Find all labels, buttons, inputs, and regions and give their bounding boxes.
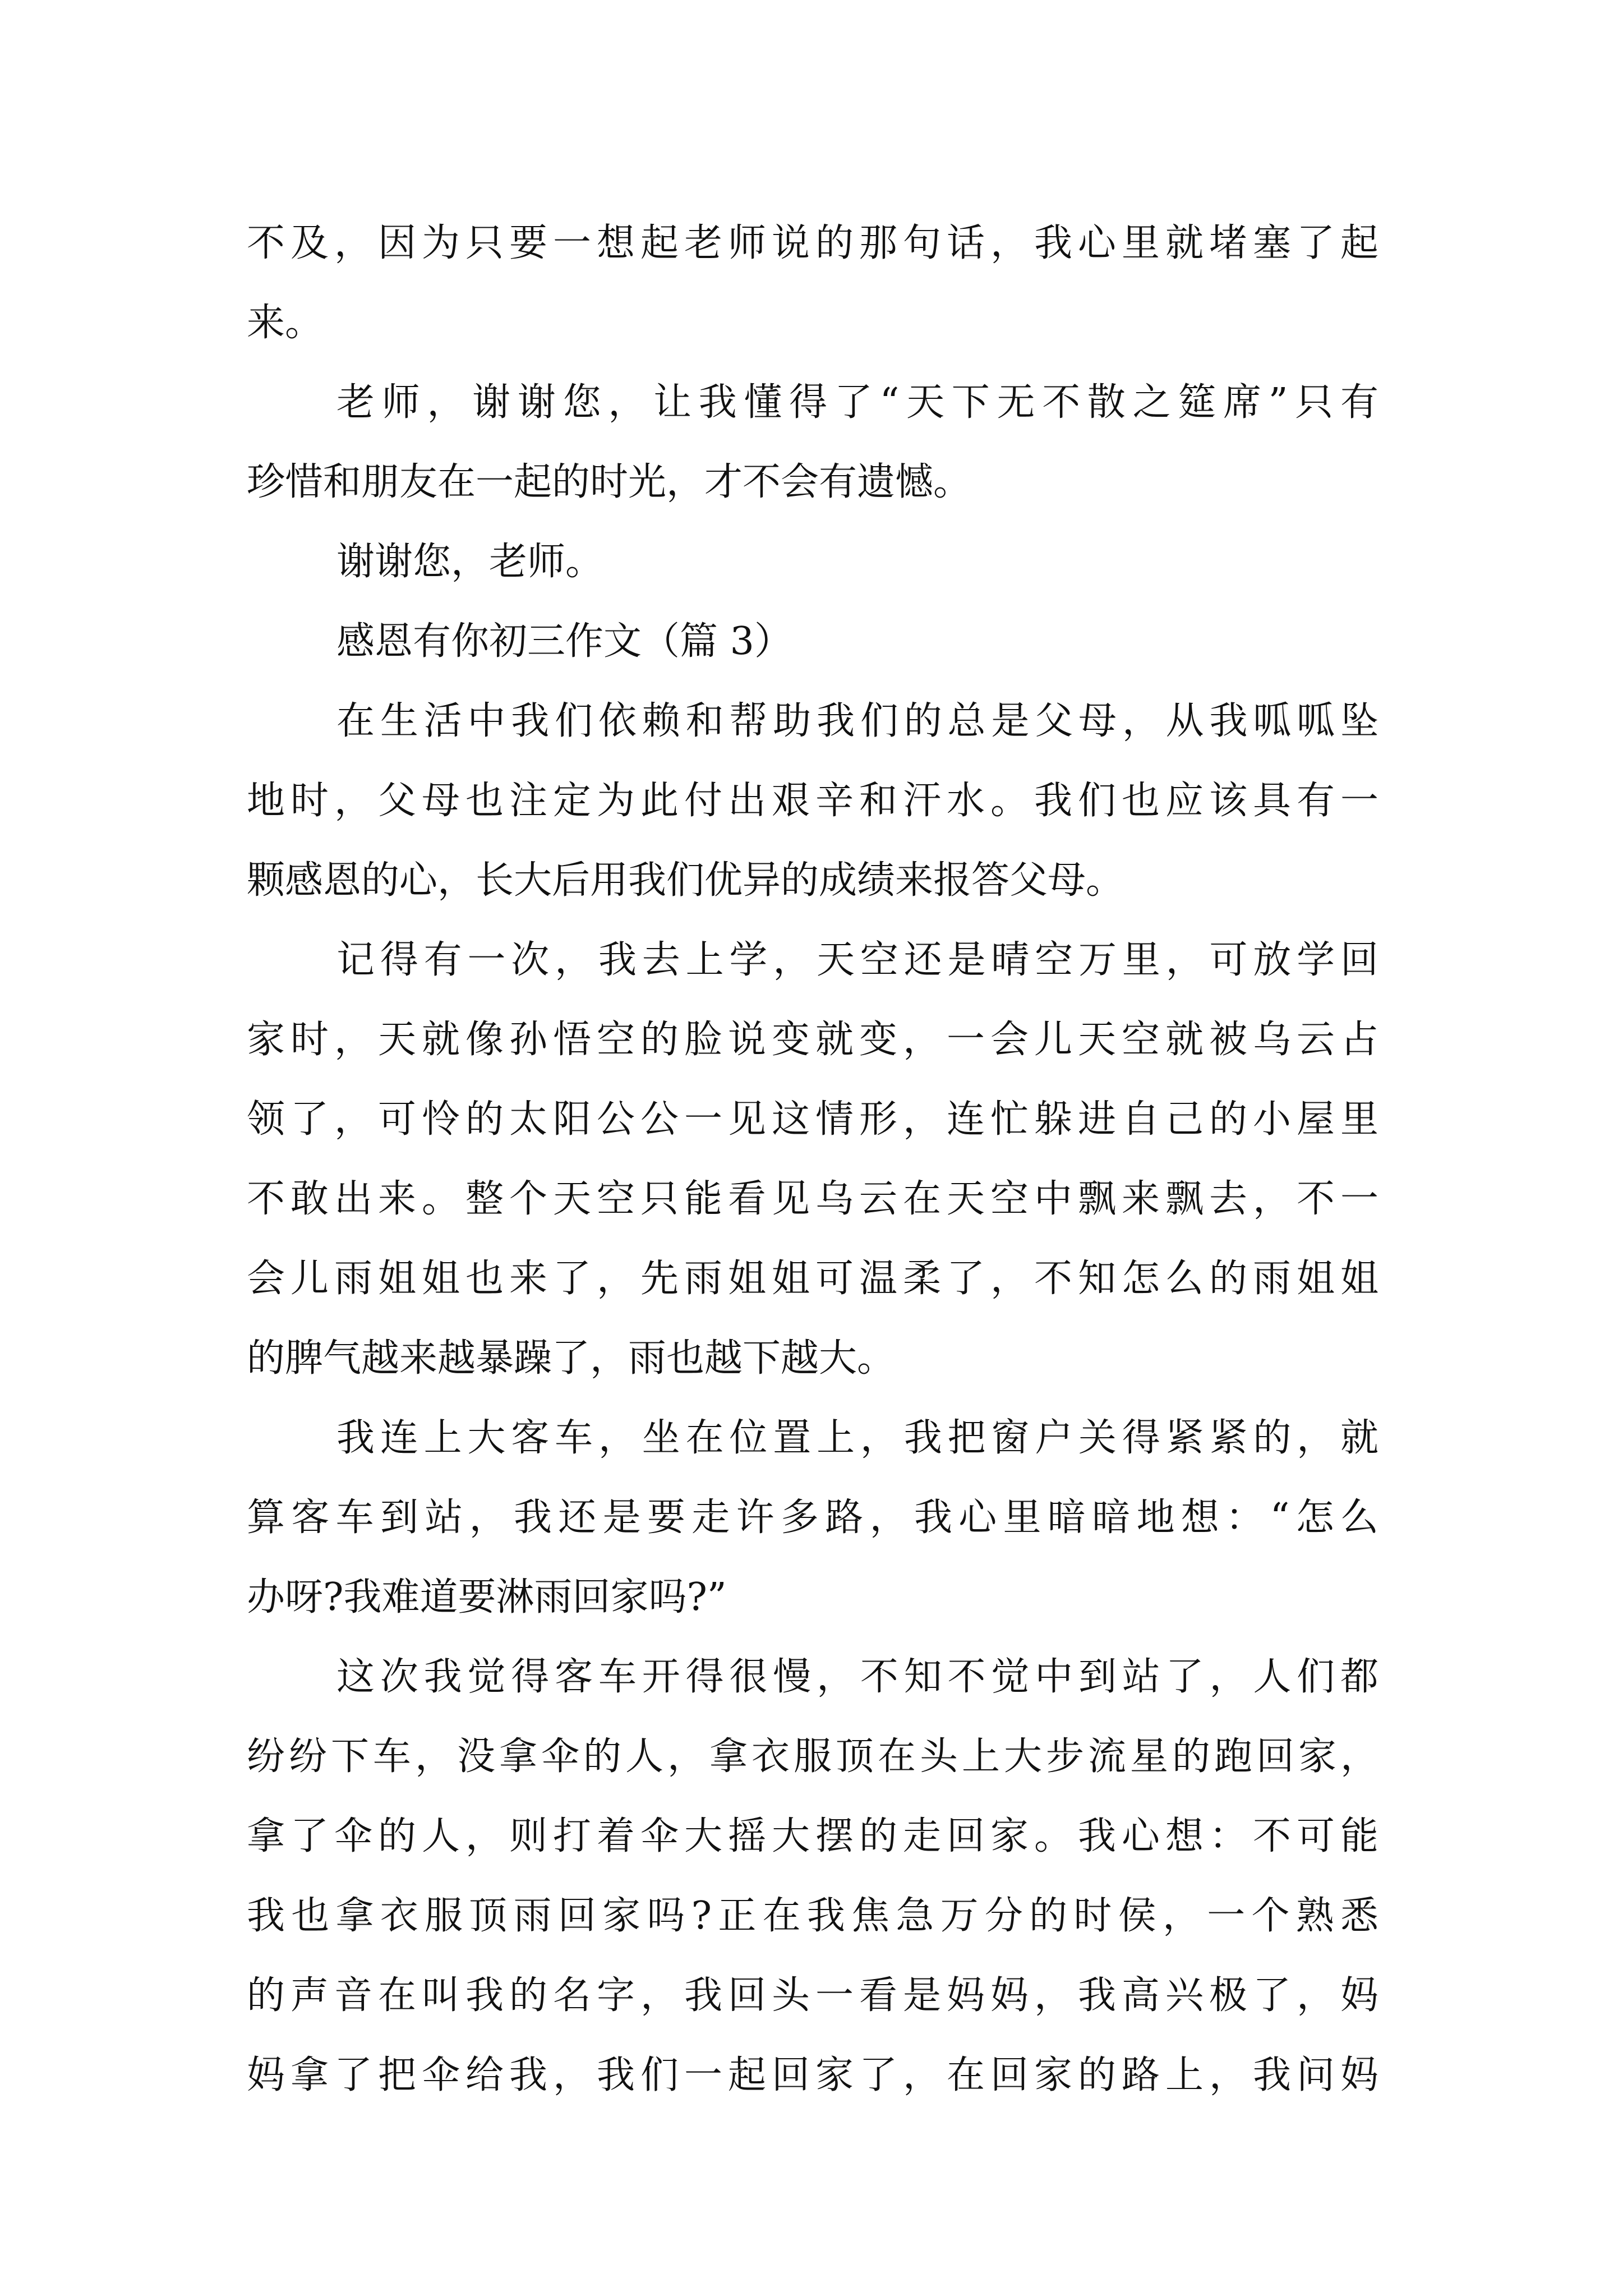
text-line: 来。 [247, 301, 324, 345]
text-line: 算客车到站，我还是要走许多路，我心里暗暗地想：“怎么 [247, 1496, 1378, 1540]
text-line: 的脾气越来越暴躁了，雨也越下越大。 [247, 1336, 896, 1381]
text-line: 领了，可怜的太阳公公一见这情形，连忙躲进自己的小屋里 [247, 1097, 1378, 1142]
text-line: 家时，天就像孙悟空的脸说变就变，一会儿天空就被乌云占 [247, 1018, 1378, 1062]
section-heading: 感恩有你初三作文（篇 3） [336, 619, 792, 664]
paragraph-first-line: 在生活中我们依赖和帮助我们的总是父母，从我呱呱坠 [336, 699, 1378, 743]
text-line: 会儿雨姐姐也来了，先雨姐姐可温柔了，不知怎么的雨姐姐 [247, 1257, 1378, 1301]
text-line: 珍惜和朋友在一起的时光，才不会有遗憾。 [247, 460, 972, 504]
text-line: 我也拿衣服顶雨回家吗?正在我焦急万分的时侯，一个熟悉 [247, 1894, 1378, 1938]
text-line: 颗感恩的心，长大后用我们优异的成绩来报答父母。 [247, 858, 1124, 903]
paragraph-first-line: 我连上大客车，坐在位置上，我把窗户关得紧紧的，就 [336, 1416, 1378, 1460]
text-line: 不及，因为只要一想起老师说的那句话，我心里就堵塞了起 [247, 221, 1378, 265]
text-line: 妈拿了把伞给我，我们一起回家了，在回家的路上，我问妈 [247, 2053, 1378, 2097]
text-line: 不敢出来。整个天空只能看见乌云在天空中飘来飘去，不一 [247, 1177, 1378, 1221]
paragraph-first-line: 这次我觉得客车开得很慢，不知不觉中到站了，人们都 [336, 1655, 1378, 1699]
text-line: 拿了伞的人，则打着伞大摇大摆的走回家。我心想：不可能 [247, 1814, 1378, 1858]
paragraph-first-line: 老师，谢谢您，让我懂得了“天下无不散之筵席”只有 [336, 380, 1378, 425]
text-line: 的声音在叫我的名字，我回头一看是妈妈，我高兴极了，妈 [247, 1973, 1378, 2018]
paragraph-first-line: 谢谢您，老师。 [336, 540, 604, 584]
text-line: 地时，父母也注定为此付出艰辛和汗水。我们也应该具有一 [247, 779, 1378, 823]
text-line: 办呀?我难道要淋雨回家吗?” [247, 1575, 727, 1619]
paragraph-first-line: 记得有一次，我去上学，天空还是晴空万里，可放学回 [336, 938, 1378, 982]
text-line: 纷纷下车，没拿伞的人，拿衣服顶在头上大步流星的跑回家， [247, 1734, 1378, 1779]
